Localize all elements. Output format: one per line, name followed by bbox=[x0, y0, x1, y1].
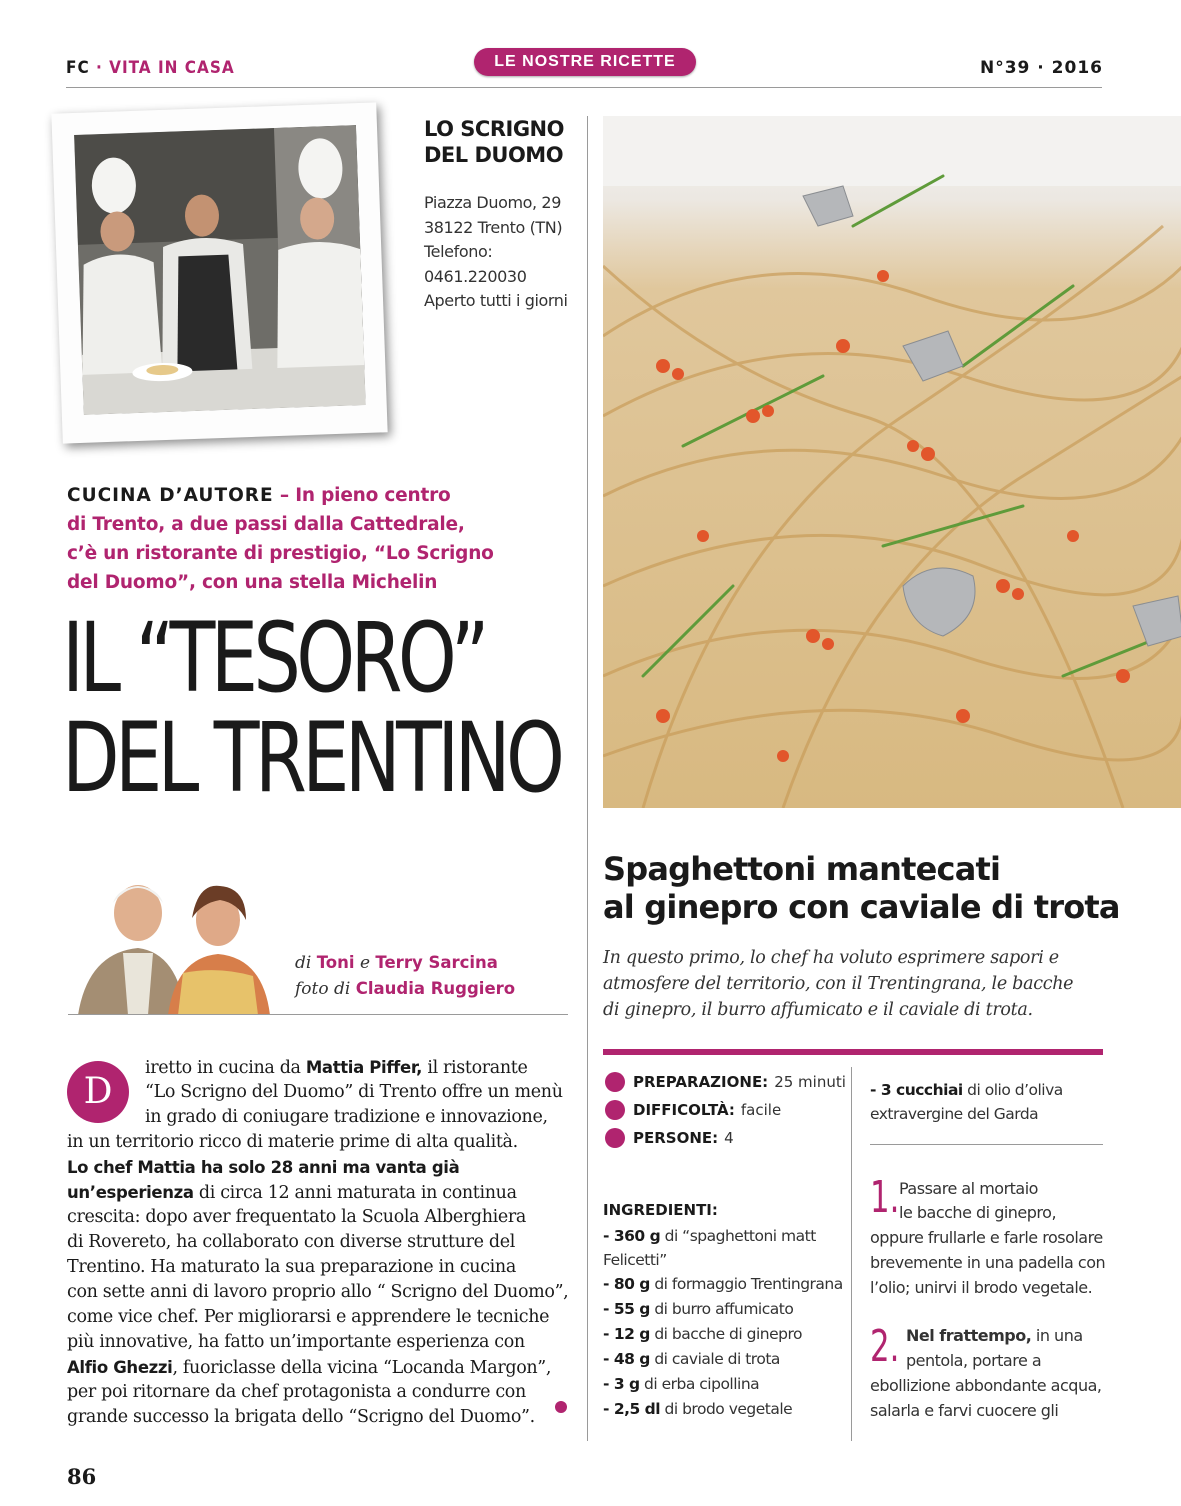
step-2-line1: Nel frattempo, in una bbox=[906, 1326, 1083, 1345]
chefs-photo bbox=[74, 125, 366, 415]
recipe-divider-bar bbox=[603, 1049, 1103, 1055]
ingredient-item: - 80 g di formaggio Trentingrana bbox=[603, 1275, 843, 1293]
standfirst-line3: c’è un ristorante di prestigio, “Lo Scrigno bbox=[67, 543, 494, 564]
ingredient-item: - 2,5 dl di brodo vegetale bbox=[603, 1400, 793, 1418]
body-line-15: grande successo la brigata dello “Scrigno del Duomo”. bbox=[67, 1407, 535, 1427]
drop-cap: D bbox=[67, 1061, 129, 1123]
section-name: VITA IN CASA bbox=[109, 58, 235, 78]
header-section-label bbox=[66, 58, 235, 78]
ingredient-oil: - 3 cucchiai di olio d’oliva extravergine del Garda bbox=[870, 1081, 1063, 1123]
pasta-dish-photo bbox=[603, 116, 1181, 808]
step-1-number: 1. bbox=[870, 1172, 900, 1223]
column-divider bbox=[587, 116, 588, 1441]
body-line-3: in grado di coniugare tradizione e innovazione, bbox=[145, 1107, 548, 1127]
recipe-column-divider bbox=[851, 1067, 852, 1441]
authors-photo bbox=[68, 858, 278, 1015]
restaurant-address: Piazza Duomo, 29 bbox=[424, 193, 561, 212]
restaurant-name-line2: DEL DUOMO bbox=[424, 143, 564, 167]
restaurant-city: 38122 Trento (TN) bbox=[424, 217, 563, 237]
title-line2: DEL TRENTINO bbox=[62, 702, 561, 814]
standfirst-line4: del Duomo”, con una stella Michelin bbox=[67, 572, 438, 593]
chef-hat-icon bbox=[605, 1100, 625, 1120]
step-1-line3: oppure frullarle e farle rosolare bbox=[870, 1228, 1103, 1247]
ingredients-title: INGREDIENTI: bbox=[603, 1201, 718, 1219]
body-line-1: iretto in cucina da Mattia Piffer, il ristorante bbox=[145, 1058, 528, 1078]
photo-by: foto di bbox=[295, 979, 356, 999]
photographer-line bbox=[295, 976, 515, 1002]
issue-number: N°39 · 2016 bbox=[980, 58, 1103, 78]
recipe-intro bbox=[603, 945, 1073, 1023]
recipe-intro-line3: di ginepro, il burro affumicato e il caviale di trota. bbox=[603, 1000, 1033, 1020]
steps-divider bbox=[870, 1144, 1103, 1145]
prep-label: PREPARAZIONE: bbox=[633, 1073, 769, 1091]
step-2-number: 2. bbox=[870, 1321, 900, 1372]
ingredient-item: Felicetti” bbox=[603, 1251, 667, 1269]
ingredient-item: - 12 g di bacche di ginepro bbox=[603, 1325, 802, 1343]
restaurant-info bbox=[424, 191, 568, 314]
recipe-intro-line1: In questo primo, lo chef ha voluto esprimere sapori e bbox=[603, 948, 1059, 968]
recipe-title-line1: Spaghettoni mantecati bbox=[603, 850, 1001, 888]
servings-value: 4 bbox=[724, 1129, 734, 1147]
restaurant-hours: Aperto tutti i giorni bbox=[424, 291, 568, 310]
author-name2: Terry Sarcina bbox=[375, 953, 498, 972]
ingredient-item: - 360 g di “spaghettoni matt bbox=[603, 1227, 816, 1245]
body-line-11: come vice chef. Per migliorarsi e apprendere le tecniche bbox=[67, 1307, 550, 1327]
ingredient-item: - 3 g di erba cipollina bbox=[603, 1375, 760, 1393]
article-standfirst bbox=[67, 481, 567, 597]
body-line-14: per poi ritornare da chef protagonista a condurre con bbox=[67, 1382, 526, 1402]
header-divider bbox=[66, 87, 1102, 88]
page-number: 86 bbox=[67, 1464, 97, 1489]
author-and: e bbox=[354, 953, 376, 973]
step-1-line2: le bacche di ginepro, bbox=[899, 1203, 1057, 1222]
difficulty-value: facile bbox=[740, 1101, 782, 1119]
brand-label: FC bbox=[66, 58, 90, 78]
body-line-7: crescita: dopo aver frequentato la Scuola Alberghiera bbox=[67, 1207, 526, 1227]
restaurant-phone-label: Telefono: bbox=[424, 242, 493, 261]
standfirst-dash: – bbox=[273, 485, 296, 506]
standfirst-line2: di Trento, a due passi dalla Cattedrale, bbox=[67, 514, 465, 535]
restaurant-name-line1: LO SCRIGNO bbox=[424, 117, 564, 141]
step-1-line1: Passare al mortaio bbox=[899, 1179, 1038, 1198]
credits-divider bbox=[68, 1014, 568, 1015]
step-1-line5: l’olio; unirvi il brodo vegetale. bbox=[870, 1278, 1093, 1297]
body-line-4: in un territorio ricco di materie prime di alta qualità. bbox=[67, 1132, 518, 1152]
chefs-polaroid bbox=[51, 102, 387, 443]
section-badge: LE NOSTRE RICETTE bbox=[474, 48, 696, 76]
body-line-12: più innovative, ha fatto un’importante esperienza con bbox=[67, 1332, 525, 1352]
difficulty-label: DIFFICOLTÀ: bbox=[633, 1101, 735, 1119]
author-line bbox=[295, 950, 515, 976]
step-2-line3: ebollizione abbondante acqua, bbox=[870, 1376, 1102, 1395]
step-2-line2: pentola, portare a bbox=[906, 1351, 1042, 1370]
difficulty bbox=[605, 1100, 781, 1120]
recipe-title bbox=[603, 850, 1120, 926]
body-line-9: Trentino. Ha maturato la sua preparazione in cucina bbox=[67, 1257, 516, 1277]
author-by: di bbox=[295, 953, 317, 973]
article-kicker: CUCINA D’AUTORE bbox=[67, 485, 274, 506]
prep-value: 25 minuti bbox=[774, 1073, 846, 1091]
author-name1: Toni bbox=[316, 953, 355, 972]
body-line-8: di Rovereto, ha collaborato con diverse strutture del bbox=[67, 1232, 515, 1252]
body-line-6: un’esperienza di circa 12 anni maturata in continua bbox=[67, 1183, 517, 1203]
step-2-line4: salarla e farvi cuocere gli bbox=[870, 1401, 1059, 1420]
photographer-name: Claudia Ruggiero bbox=[355, 979, 516, 998]
step-1-line4: brevemente in una padella con bbox=[870, 1253, 1106, 1272]
body-line-2: “Lo Scrigno del Duomo” di Trento offre un menù bbox=[145, 1082, 563, 1102]
body-line-10: con sette anni di lavoro proprio allo “ Scrigno del Duomo”, bbox=[67, 1282, 569, 1302]
servings-label: PERSONE: bbox=[633, 1129, 719, 1147]
standfirst-line1: In pieno centro bbox=[295, 485, 451, 506]
restaurant-name bbox=[424, 116, 564, 168]
restaurant-phone: 0461.220030 bbox=[424, 266, 527, 286]
end-mark bbox=[555, 1401, 567, 1413]
body-line-5: Lo chef Mattia ha solo 28 anni ma vanta già bbox=[67, 1158, 460, 1177]
prep-time bbox=[605, 1072, 846, 1092]
clock-icon bbox=[605, 1072, 625, 1092]
article-credits bbox=[295, 950, 515, 1002]
ingredient-item: - 48 g di caviale di trota bbox=[603, 1350, 780, 1368]
article-title bbox=[62, 602, 561, 814]
recipe-title-line2: al ginepro con caviale di trota bbox=[603, 888, 1120, 926]
header-separator: · bbox=[96, 58, 103, 78]
recipe-intro-line2: atmosfere del territorio, con il Trentingrana, le bacche bbox=[603, 974, 1074, 994]
title-line1: IL “TESORO” bbox=[62, 602, 485, 714]
servings bbox=[605, 1128, 734, 1148]
person-icon bbox=[605, 1128, 625, 1148]
body-line-13: Alfio Ghezzi, fuoriclasse della vicina “Locanda Margon”, bbox=[67, 1358, 552, 1378]
ingredient-item: - 55 g di burro affumicato bbox=[603, 1300, 794, 1318]
